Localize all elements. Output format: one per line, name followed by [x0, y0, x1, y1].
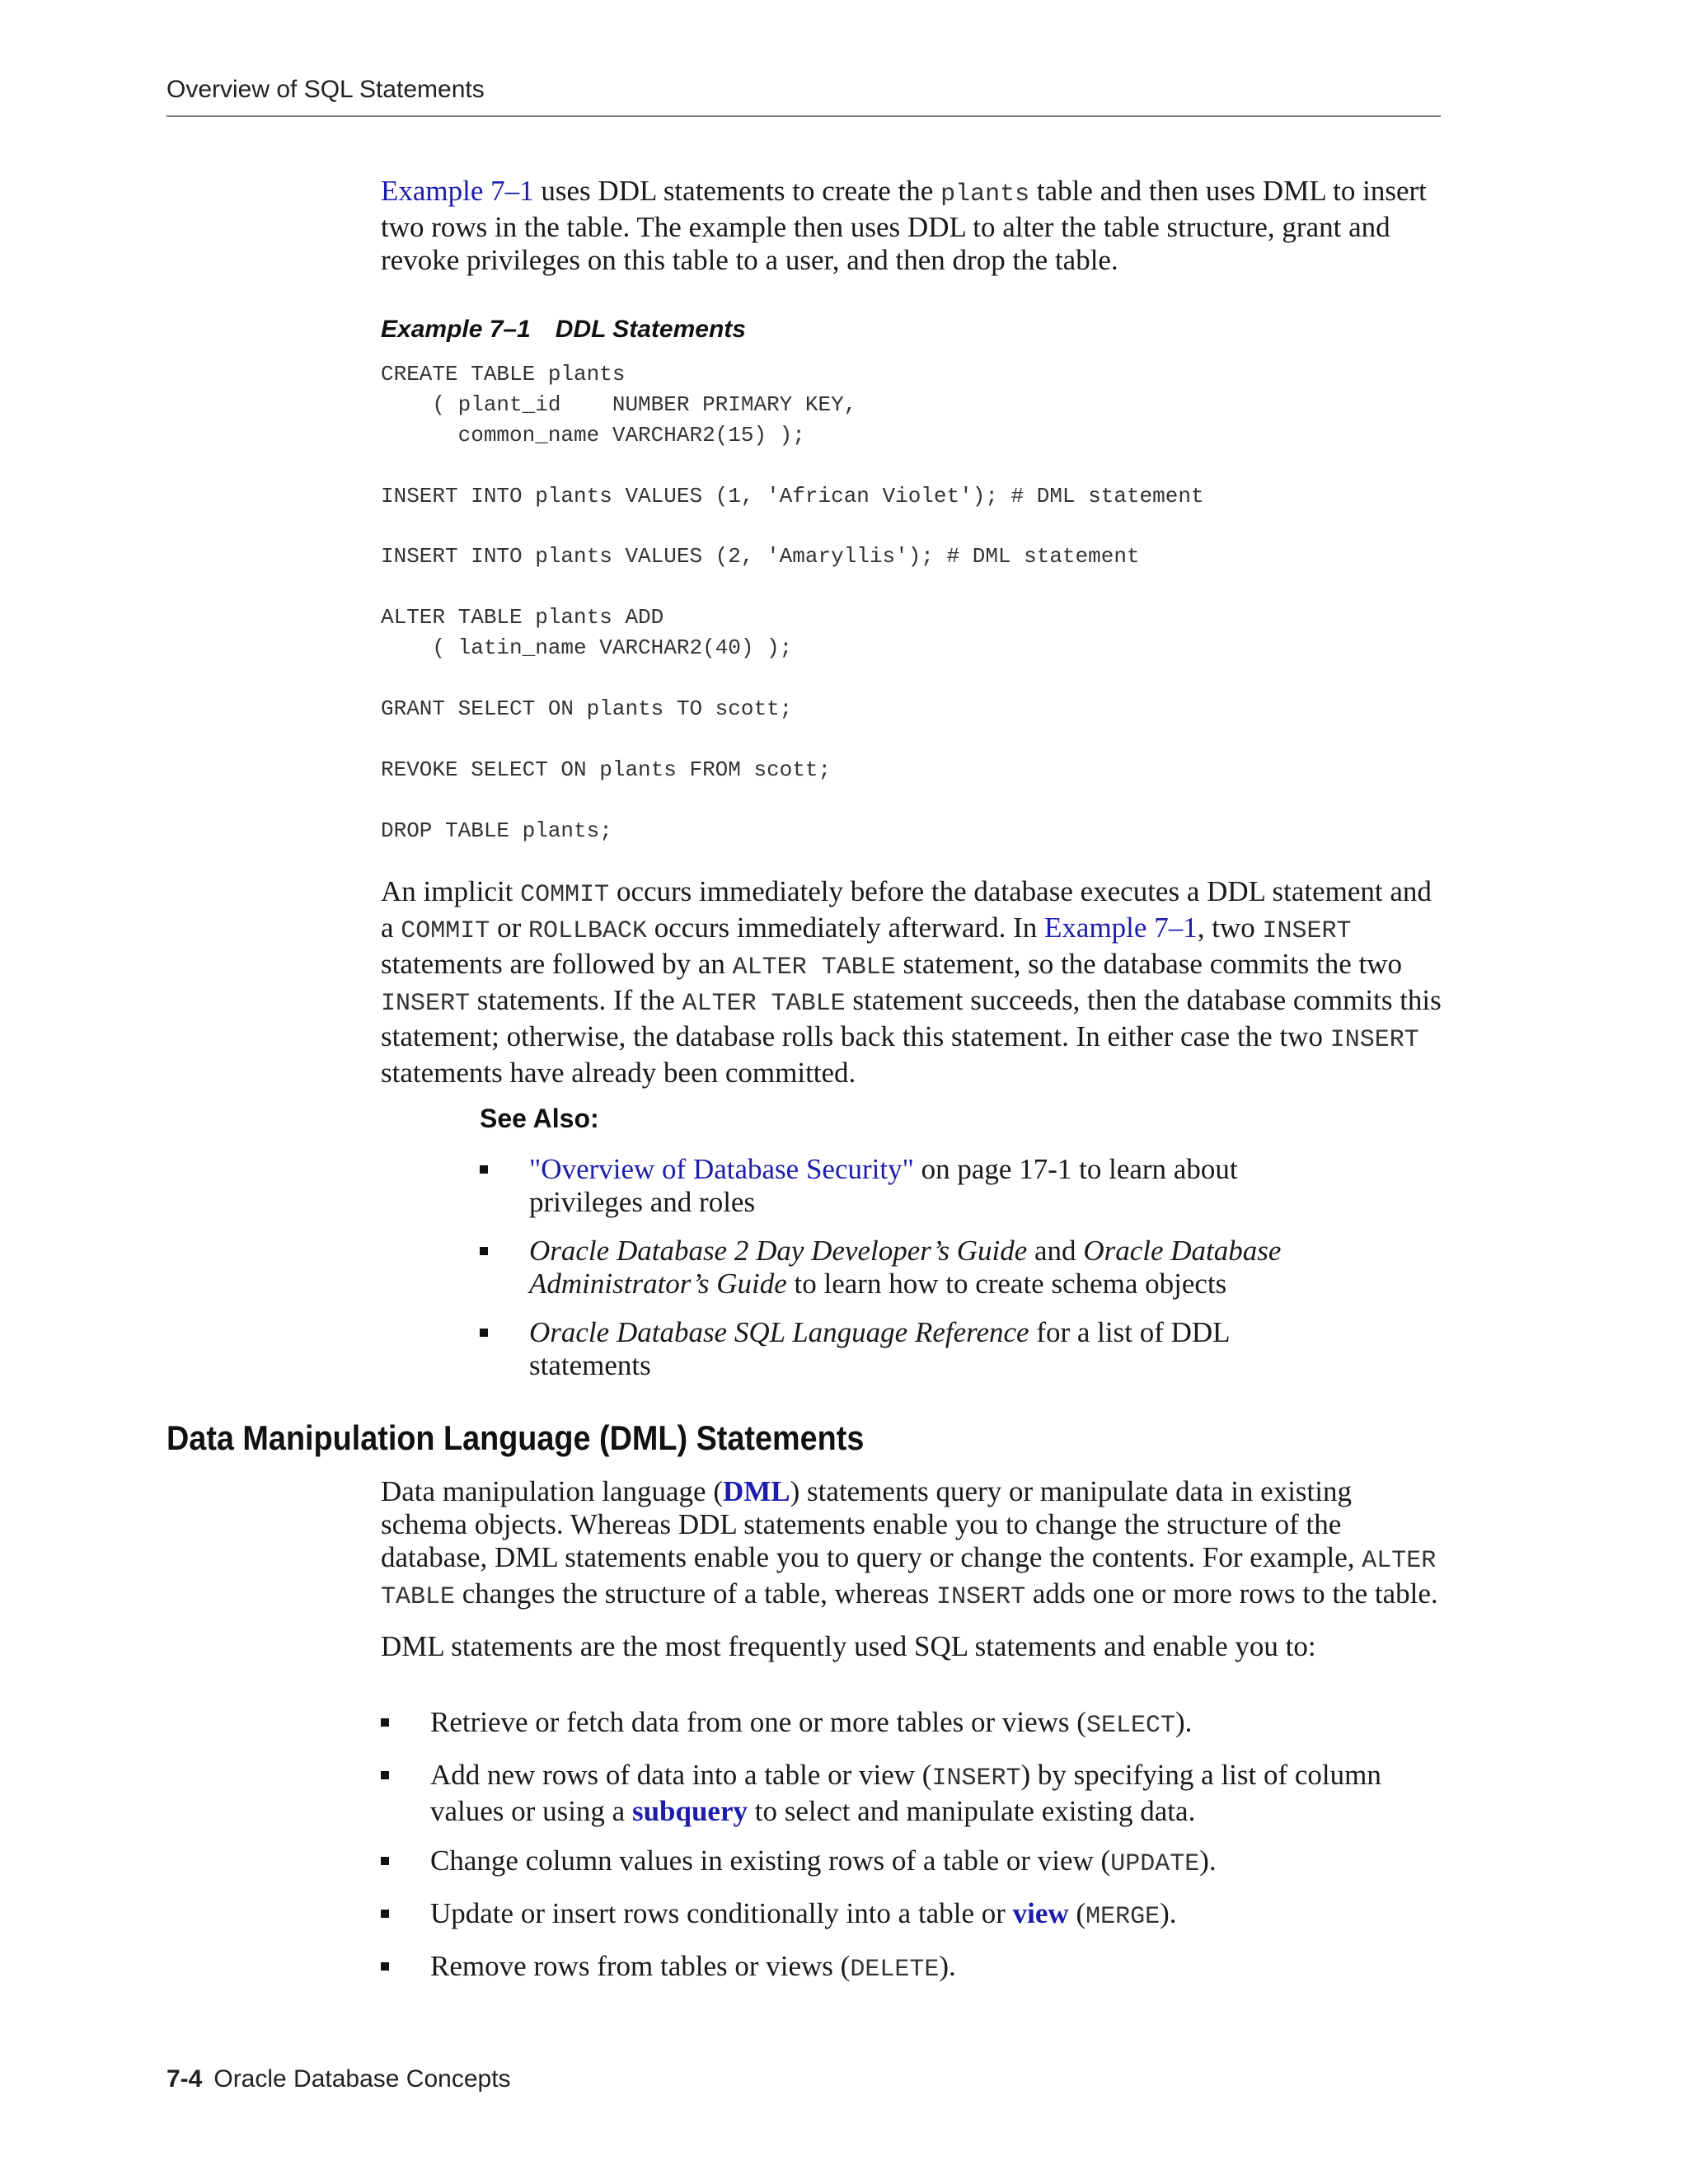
example-7-1-link[interactable]: Example 7–1	[381, 175, 534, 207]
list-item: Retrieve or fetch data from one or more tables or views (SELECT).	[381, 1706, 1444, 1742]
dml-glossary-link[interactable]: DML	[723, 1475, 790, 1507]
bullet-icon	[381, 1962, 389, 1971]
dml-list	[381, 1706, 1444, 1986]
section-heading: Data Manipulation Language (DML) Statements	[166, 1418, 865, 1457]
commit-section	[381, 875, 1444, 1090]
bullet-icon	[381, 1910, 389, 1918]
bullet-icon	[381, 1857, 389, 1865]
intro-paragraph: Example 7–1 uses DDL statements to create the plants table and then uses DML to insert two rows in the table. The example then uses DDL to alter the table structure, grant and revoke privileges on this table to a user, and then drop the table.	[381, 175, 1427, 276]
security-overview-link[interactable]: "Overview of Database Security"	[529, 1153, 914, 1185]
bullet-icon	[381, 1771, 389, 1779]
see-also-title: See Also:	[480, 1104, 599, 1133]
list-item: Update or insert rows conditionally into a table or view (MERGE).	[381, 1897, 1444, 1933]
see-also-list	[480, 1153, 1287, 1382]
view-glossary-link[interactable]: view	[1012, 1897, 1069, 1929]
ddl-code-block: CREATE TABLE plants ( plant_id NUMBER PRIMARY KEY, common_name VARCHAR2(15) ); INSERT INTO plants VALUES (1, 'African Violet'); # DML statement INSERT INTO plants VALUES (2, 'Amaryllis'); # DML statement ALTER TABLE plants ADD ( latin_name VARCHAR2(40) ); GRANT SELECT ON plants TO scott; REVOKE SELECT ON plants FROM scott; DROP TABLE plants;	[381, 362, 1204, 843]
example-title	[381, 316, 746, 344]
running-header: Overview of SQL Statements	[166, 76, 485, 103]
subquery-glossary-link[interactable]: subquery	[631, 1795, 748, 1827]
book-title: Oracle Database Concepts	[213, 2065, 511, 2093]
header-rule	[166, 115, 1441, 117]
list-item: Change column values in existing rows of a table or view (UPDATE).	[381, 1844, 1444, 1881]
example-7-1-link[interactable]: Example 7–1	[1044, 912, 1198, 944]
page-footer	[166, 2065, 511, 2093]
bullet-icon	[480, 1165, 488, 1174]
dml-section	[381, 1475, 1444, 1663]
bullet-icon	[480, 1329, 488, 1337]
intro-section	[381, 175, 1444, 277]
list-item: "Overview of Database Security" on page 17-1 to learn about privileges and roles	[480, 1153, 1287, 1219]
bullet-icon	[480, 1247, 488, 1255]
bullet-icon	[381, 1718, 389, 1727]
list-item: Remove rows from tables or views (DELETE).	[381, 1950, 1444, 1986]
list-item: Oracle Database SQL Language Reference for a list of DDL statements	[480, 1316, 1287, 1382]
list-item: Add new rows of data into a table or view (INSERT) by specifying a list of column values or using a subquery to select and manipulate existing data.	[381, 1759, 1444, 1828]
example-name: DDL Statements	[555, 316, 746, 343]
page-number: 7-4	[166, 2065, 203, 2093]
example-number: Example 7–1	[381, 316, 531, 343]
dml-usage-paragraph: DML statements are the most frequently used SQL statements and enable you to:	[381, 1630, 1316, 1662]
inline-code: plants	[940, 180, 1030, 209]
list-item: Oracle Database 2 Day Developer’s Guide and Oracle Database Administrator’s Guide to learn how to create schema objects	[480, 1235, 1287, 1301]
dml-intro-paragraph: Data manipulation language (DML) statements query or manipulate data in existing schema objects. Whereas DDL statements enable you to change the structure of the database, DML statements enable you to query or change the contents. For example, ALTER TABLE changes the structure of a table, whereas INSERT adds one or more rows to the table.	[381, 1475, 1438, 1611]
commit-paragraph: An implicit COMMIT occurs immediately before the database executes a DDL statement and a COMMIT or ROLLBACK occurs immediately afterward. In Example 7–1, two INSERT statements are followed by an ALTER TABLE statement, so the database commits the two INSERT statements. If the ALTER TABLE statement succeeds, then the database commits this statement; otherwise, the database rolls back this statement. In either case the two INSERT statements have already been committed.	[381, 875, 1442, 1089]
